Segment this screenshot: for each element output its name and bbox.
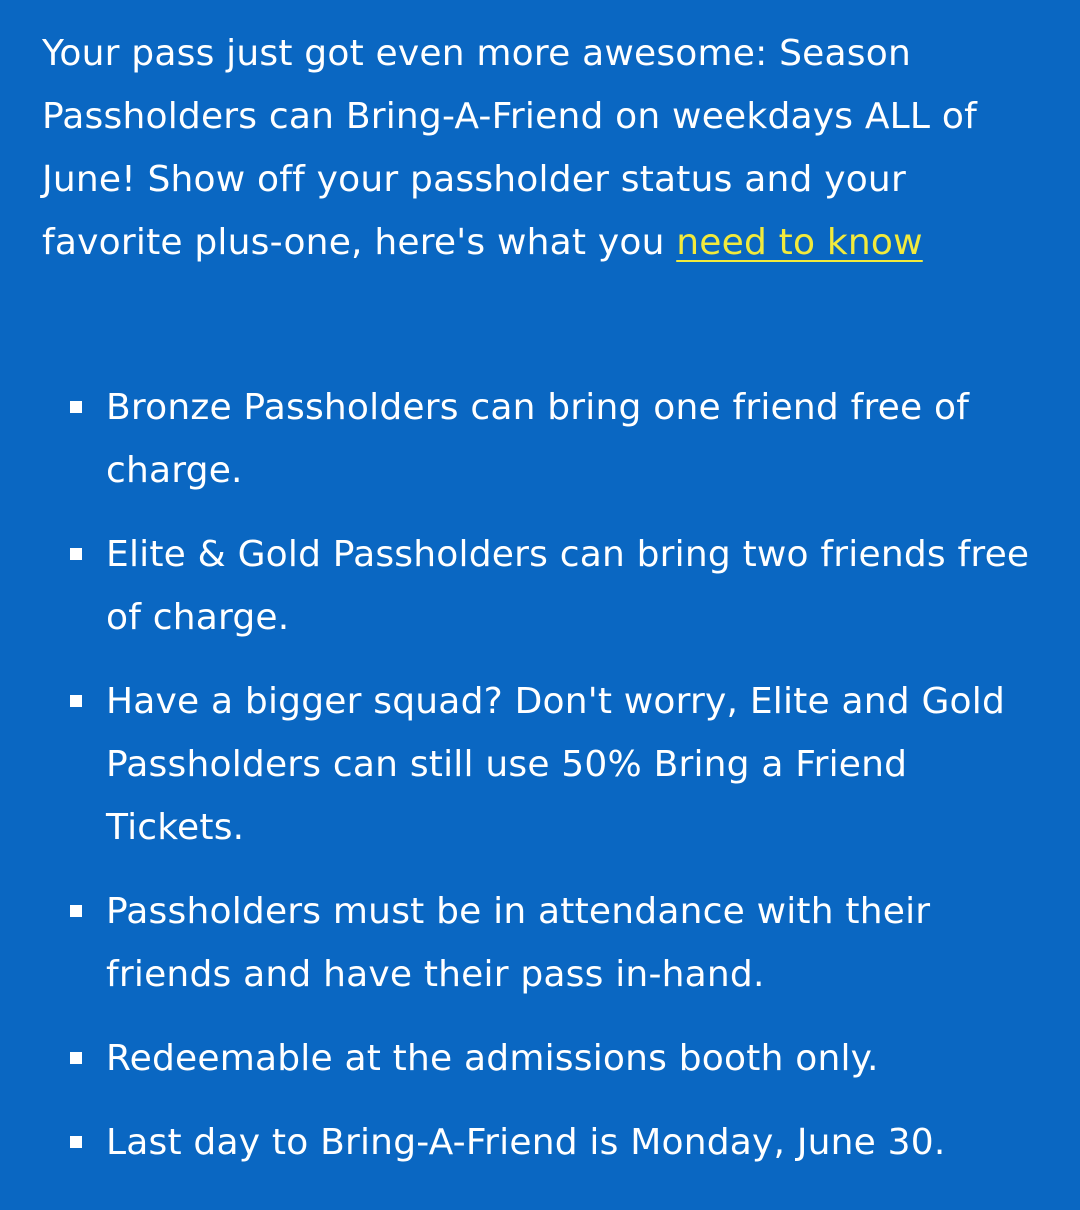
need-to-know-link[interactable]: need to know bbox=[676, 222, 923, 263]
perk-text: Redeemable at the admissions booth only. bbox=[106, 1038, 879, 1079]
square-bullet-icon bbox=[70, 1136, 82, 1148]
perk-text: Elite & Gold Passholders can bring two friends free of charge. bbox=[106, 534, 1030, 638]
perk-text: Last day to Bring-A-Friend is Monday, June 30. bbox=[106, 1122, 946, 1163]
perk-text: Bronze Passholders can bring one friend free of charge. bbox=[106, 387, 970, 491]
list-item bbox=[70, 376, 1030, 502]
perk-text: Have a bigger squad? Don't worry, Elite and Gold Passholders can still use 50% Bring a Friend Tickets. bbox=[106, 681, 1006, 848]
list-item bbox=[70, 880, 1030, 1006]
square-bullet-icon bbox=[70, 401, 82, 413]
perk-text: Passholders must be in attendance with their friends and have their pass in-hand. bbox=[106, 891, 931, 995]
square-bullet-icon bbox=[70, 548, 82, 560]
square-bullet-icon bbox=[70, 1052, 82, 1064]
square-bullet-icon bbox=[70, 905, 82, 917]
list-item bbox=[70, 1027, 1030, 1090]
square-bullet-icon bbox=[70, 695, 82, 707]
intro-text: Your pass just got even more awesome: Season Passholders can Bring-A-Friend on weekdays ALL of June! Show off your passholder status and your favorite plus-one, here's what you bbox=[42, 33, 977, 263]
list-item bbox=[70, 1111, 1030, 1174]
list-item bbox=[70, 670, 1030, 859]
intro-paragraph bbox=[42, 22, 1050, 274]
list-item bbox=[70, 523, 1030, 649]
